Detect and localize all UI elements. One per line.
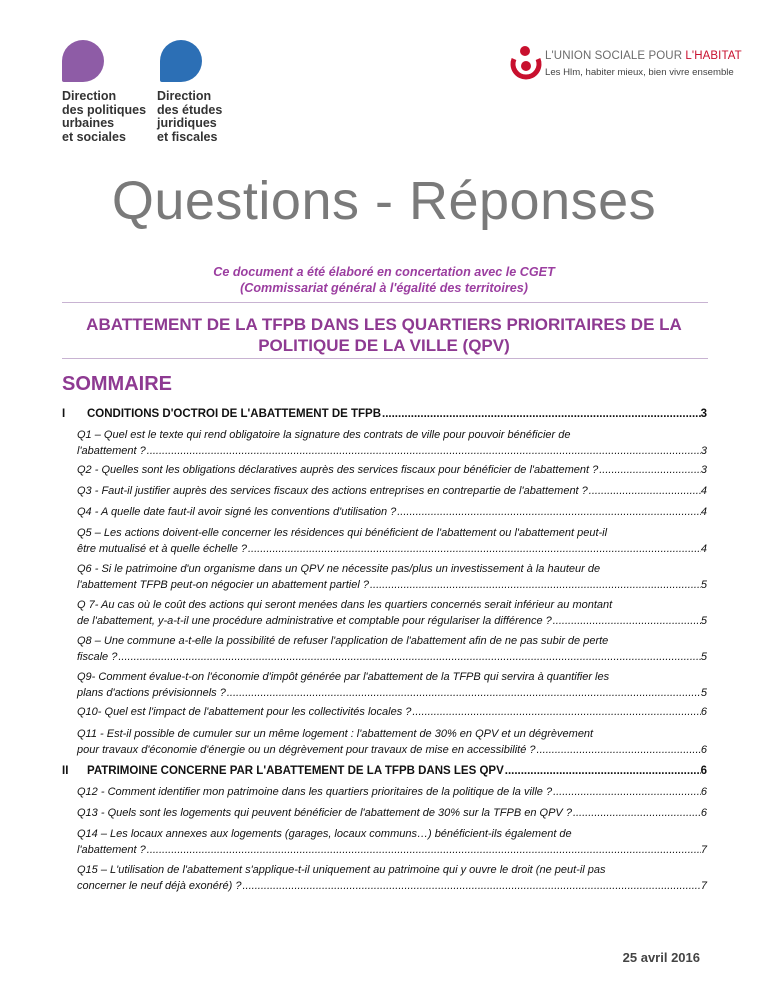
- entry-text: Q9- Comment évalue-t-on l'économie d'impôt générée par l'abattement de la TFPB qui servira à quantifier les: [77, 671, 610, 683]
- org-tagline: Les Hlm, habiter mieux, bien vivre ensemble: [545, 67, 734, 78]
- entry-text: Q15 – L'utilisation de l'abattement s'applique-t-il uniquement au patrimoine qui y ouvre le droit (ne peut-il pas: [77, 864, 606, 876]
- section-title: CONDITIONS D'OCTROI DE L'ABATTEMENT DE TFPB: [87, 408, 382, 420]
- leader-dots: [397, 505, 701, 521]
- entry-text: Q6 - Si le patrimoine d'un organisme dans un QPV ne nécessite pas/plus un investissement à la hauteur de: [77, 563, 601, 575]
- toc-entry-link[interactable]: [77, 727, 707, 758]
- page-number: 6: [700, 743, 707, 756]
- subtitle-line-1: Ce document a été élaboré en concertation avec le CGET: [213, 265, 555, 279]
- toc-entry-link[interactable]: [77, 526, 707, 557]
- leader-dots: [573, 806, 701, 822]
- divider: [62, 302, 708, 303]
- entry-text: de l'abattement, y-a-t-il une procédure administrative et comptable pour régulariser la différence ?: [77, 614, 552, 627]
- page-number: 5: [700, 650, 707, 663]
- toc-entry-link[interactable]: [77, 562, 707, 593]
- leader-dots: [382, 408, 701, 420]
- page-number: 4: [700, 542, 707, 555]
- entry-text: plans d'actions prévisionnels ?: [77, 686, 226, 699]
- section-title: PATRIMOINE CONCERNE PAR L'ABATTEMENT DE LA TFPB DANS LES QPV: [87, 765, 504, 777]
- page-number: 4: [700, 485, 707, 497]
- page-number: 5: [700, 614, 707, 627]
- toc-entry-link[interactable]: [77, 705, 707, 721]
- page-number: 3: [700, 444, 707, 457]
- leader-dots: [537, 743, 701, 759]
- entry-text: Q3 - Faut-il justifier auprès des services fiscaux des actions entreprises en contrepartie de l'abattement ?: [77, 485, 588, 497]
- toc-entry-link[interactable]: [77, 670, 707, 701]
- leader-dots: [370, 578, 701, 594]
- leader-dots: [412, 705, 701, 721]
- page-number: 6: [700, 706, 707, 718]
- entry-text: Q2 - Quelles sont les obligations déclaratives auprès des services fiscaux pour bénéficier de l'abattement ?: [77, 464, 599, 476]
- leader-dots: [118, 650, 701, 666]
- leader-dots: [243, 879, 701, 895]
- entry-text: pour travaux d'économie d'énergie ou un dégrèvement pour travaux de mise en accessibilité ?: [77, 743, 536, 756]
- org-name: L'UNION SOCIALE POUR L'HABITAT: [545, 50, 742, 62]
- entry-text: fiscale ?: [77, 650, 118, 663]
- page-number: 3: [700, 464, 707, 476]
- subtitle-line-2: (Commissariat général à l'égalité des territoires): [240, 281, 528, 295]
- entry-text: Q5 – Les actions doivent-elle concerner les résidences qui bénéficient de l'abattement ou l'abattement peut-il: [77, 527, 608, 539]
- toc-entry-link[interactable]: [77, 484, 707, 500]
- leader-dots: [248, 542, 701, 558]
- toc-entry-link[interactable]: [77, 785, 707, 801]
- toc-entry-link[interactable]: [77, 806, 707, 822]
- page-number: 7: [700, 879, 707, 892]
- direction-politiques-urbaines-label: Direction des politiques urbaines et sociales: [62, 89, 147, 144]
- toc-entry-link[interactable]: [77, 827, 707, 858]
- page-title: Questions - Réponses: [111, 171, 657, 231]
- entry-text: l'abattement ?: [77, 843, 146, 856]
- entry-text: Q10- Quel est l'impact de l'abattement pour les collectivités locales ?: [77, 706, 412, 718]
- divider: [62, 358, 708, 359]
- document-date: 25 avril 2016: [622, 950, 700, 965]
- entry-text: l'abattement ?: [77, 444, 146, 457]
- union-sociale-habitat-logo: [508, 43, 544, 81]
- entry-text: être mutualisé et à quelle échelle ?: [77, 542, 247, 555]
- entry-text: Q14 – Les locaux annexes aux logements (garages, locaux communs…) bénéficient-ils également de: [77, 828, 572, 840]
- toc-entry-link[interactable]: [77, 863, 707, 894]
- page-number: 3: [700, 408, 707, 420]
- leader-dots: [505, 765, 701, 777]
- entry-text: Q1 – Quel est le texte qui rend obligatoire la signature des contrats de ville pour pouvoir bénéficier de: [77, 429, 571, 441]
- toc-entry-link[interactable]: [77, 505, 707, 521]
- document-title: ABATTEMENT DE LA TFPB DANS LES QUARTIERS PRIORITAIRES DE LA POLITIQUE DE LA VILLE (QPV): [86, 315, 682, 355]
- etudes-juridiques-logo: [160, 40, 202, 82]
- toc-entry-link[interactable]: [77, 598, 707, 629]
- leader-dots: [227, 686, 701, 702]
- entry-text: Q 7- Au cas où le coût des actions qui seront menées dans les quartiers concernés serait inférieur au montant: [77, 599, 613, 611]
- leader-dots: [589, 484, 701, 500]
- page-number: 7: [700, 843, 707, 856]
- direction-etudes-juridiques-label: Direction des études juridiques et fiscales: [157, 89, 223, 144]
- section-number: I: [62, 408, 66, 420]
- page-number: 4: [700, 506, 707, 518]
- entry-text: Q11 - Est-il possible de cumuler sur un même logement : l'abattement de 30% en QPV et un dégrèvement: [77, 728, 594, 740]
- toc-entry-link[interactable]: [77, 463, 707, 479]
- page-number: 6: [700, 807, 707, 819]
- entry-text: Q4 - A quelle date faut-il avoir signé les conventions d'utilisation ?: [77, 506, 397, 518]
- leader-dots: [553, 785, 701, 801]
- entry-text: Q13 - Quels sont les logements qui peuvent bénéficier de l'abattement de 30% sur la TFPB en QPV ?: [77, 807, 572, 819]
- politiques-urbaines-logo: [62, 40, 104, 82]
- entry-text: Q12 - Comment identifier mon patrimoine dans les quartiers prioritaires de la politique de la ville ?: [77, 786, 553, 798]
- sommaire-heading: SOMMAIRE: [62, 373, 172, 395]
- toc-entry-link[interactable]: [77, 634, 707, 665]
- entry-text: Q8 – Une commune a-t-elle la possibilité de refuser l'application de l'abattement afin de ne pas subir de perte: [77, 635, 609, 647]
- leader-dots: [599, 463, 701, 479]
- page-number: 5: [700, 578, 707, 591]
- section-number: II: [62, 765, 69, 777]
- leader-dots: [147, 444, 701, 460]
- entry-text: l'abattement TFPB peut-on négocier un abattement partiel ?: [77, 578, 369, 591]
- toc-section-link[interactable]: [87, 408, 707, 420]
- page-number: 5: [700, 686, 707, 699]
- page-number: 6: [700, 765, 707, 777]
- page-number: 6: [700, 786, 707, 798]
- entry-text: concerner le neuf déjà exonéré) ?: [77, 879, 242, 892]
- leader-dots: [147, 843, 701, 859]
- leader-dots: [553, 614, 701, 630]
- toc-section-link[interactable]: [87, 765, 707, 777]
- toc-entry-link[interactable]: [77, 428, 707, 459]
